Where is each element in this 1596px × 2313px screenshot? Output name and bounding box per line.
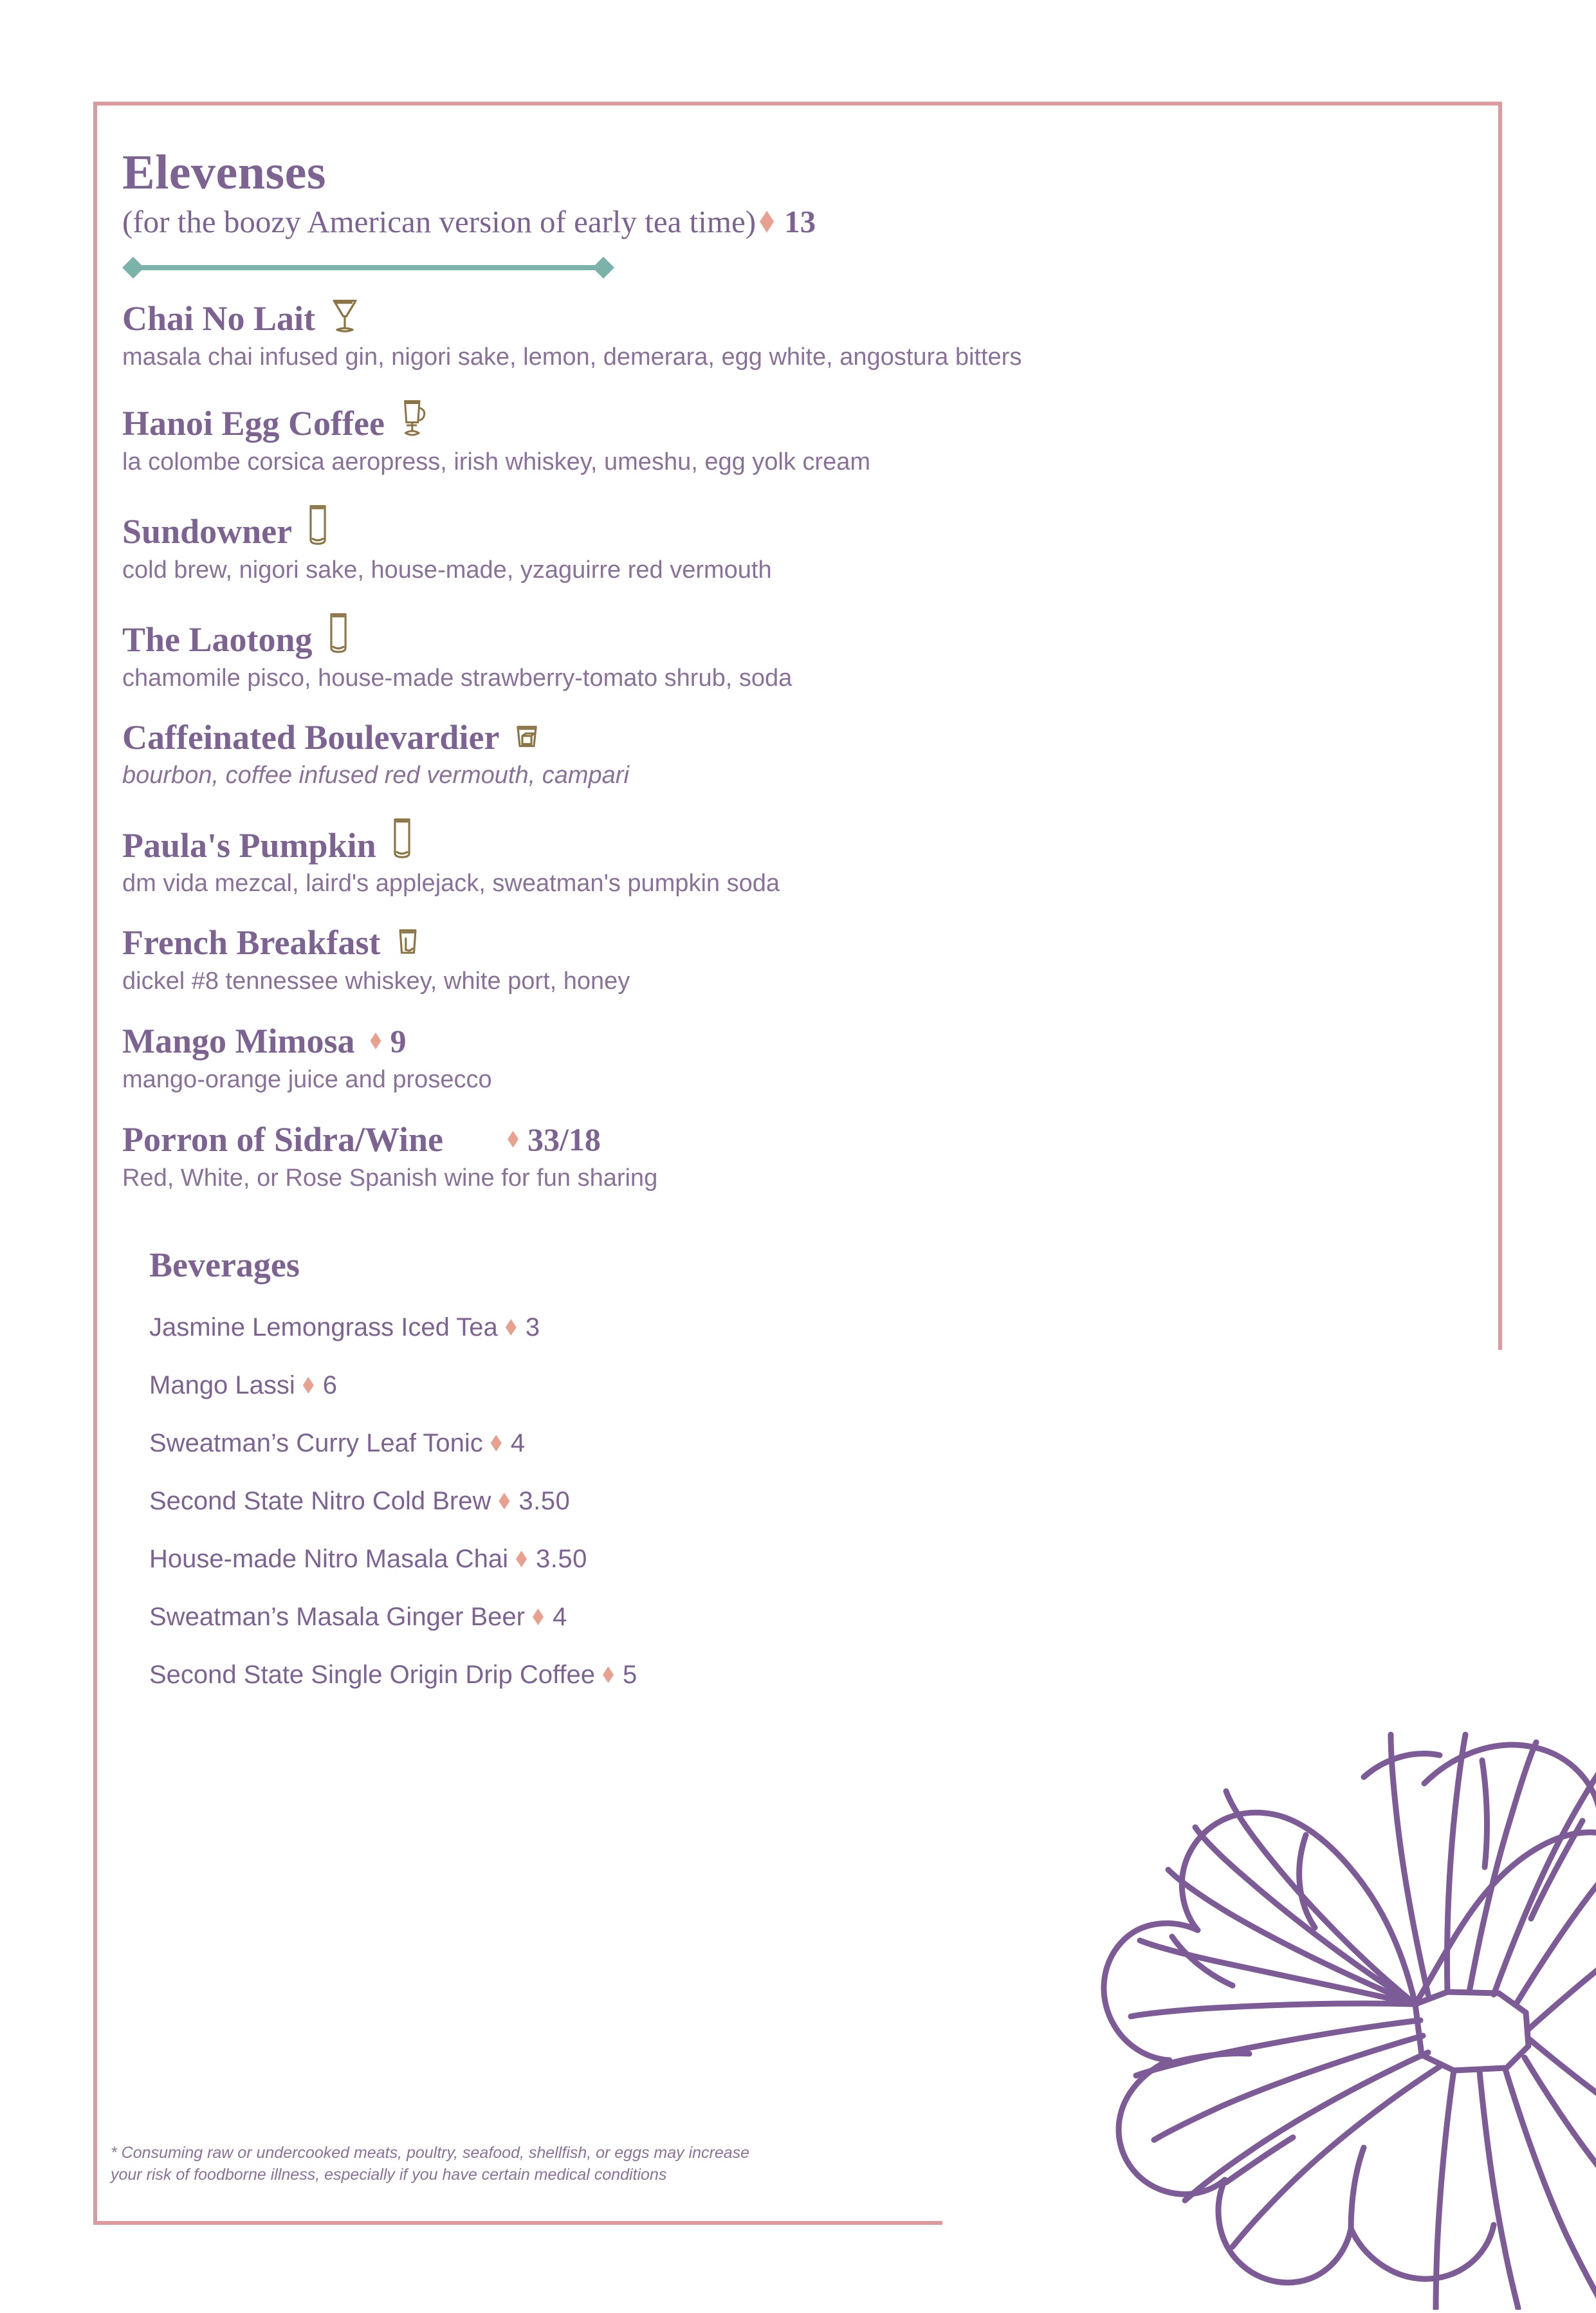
cocktail-heading-row	[122, 398, 1486, 442]
beverage-name: Jasmine Lemongrass Iced Tea	[149, 1313, 498, 1341]
allergen-disclaimer	[111, 2143, 953, 2186]
cocktail-heading-row	[122, 297, 1486, 337]
cocktail-item	[122, 1121, 1486, 1195]
collins-glass-icon	[328, 611, 349, 658]
cocktail-heading-row	[122, 719, 1486, 756]
cocktail-heading-row	[122, 1121, 1486, 1158]
collins-glass-icon	[392, 816, 412, 863]
cocktail-item	[122, 503, 1486, 587]
beverage-name: House-made Nitro Masala Chai	[149, 1544, 509, 1573]
cocktail-name: Hanoi Egg Coffee	[122, 404, 385, 443]
cocktail-heading-row	[122, 503, 1486, 550]
menu-sheet	[122, 145, 1486, 1719]
cocktail-description: mango-orange juice and prosecco	[122, 1065, 492, 1093]
diamond-icon	[370, 1033, 381, 1049]
beverage-price: 3.50	[536, 1544, 587, 1573]
beverage-price: 5	[623, 1660, 637, 1689]
diamond-icon	[303, 1377, 314, 1394]
diamond-icon	[533, 1608, 544, 1625]
cocktail-item	[122, 1022, 1486, 1096]
cocktail-name: Sundowner	[122, 512, 293, 551]
beverage-name: Second State Nitro Cold Brew	[149, 1486, 491, 1515]
beverage-row	[149, 1603, 1486, 1632]
beverage-price: 6	[322, 1370, 338, 1399]
cocktail-heading-row	[122, 611, 1486, 658]
coupe-glass-icon	[331, 297, 359, 337]
cocktail-description: bourbon, coffee infused red vermouth, campari	[122, 762, 629, 789]
masthead-subtitle: (for the boozy American version of early tea time)	[122, 204, 757, 239]
diamond-icon	[499, 1493, 509, 1509]
poppy-flower-line-art-icon	[1004, 1628, 1596, 2310]
cocktail-description: la colombe corsica aeropress, irish whiskey, umeshu, egg yolk cream	[122, 448, 870, 475]
masthead-subtitle-row	[122, 206, 1486, 237]
beverages-title: Beverages	[149, 1245, 300, 1284]
beverage-row	[149, 1371, 1486, 1400]
page-border-top	[93, 102, 1502, 106]
cocktail-description: dm vida mezcal, laird's applejack, sweatman's pumpkin soda	[122, 870, 780, 898]
collins-glass-icon	[307, 503, 328, 550]
cocktail-item	[122, 925, 1486, 998]
cocktail-description: chamomile pisco, house-made strawberry-tomato shrub, soda	[122, 664, 793, 692]
diamond-icon	[760, 211, 774, 233]
beverage-price: 3.50	[518, 1486, 571, 1515]
cocktail-description: masala chai infused gin, nigori sake, lemon, demerara, egg white, angostura bitters	[122, 344, 1022, 371]
beverage-row	[149, 1313, 1486, 1342]
beverage-name: Second State Single Origin Drip Coffee	[149, 1660, 595, 1689]
cocktail-price: 9	[390, 1022, 407, 1059]
teal-diamond-rule-icon	[122, 257, 614, 279]
beverage-price: 4	[552, 1602, 567, 1631]
cocktail-name: Porron of Sidra/Wine	[122, 1120, 444, 1159]
allergen-disclaimer-line-1: * Consuming raw or undercooked meats, poultry, seafood, shellfish, or eggs may increase	[111, 2144, 750, 2162]
cocktail-price-group	[508, 1121, 601, 1158]
beverage-row	[149, 1545, 1486, 1574]
page-border-left	[93, 102, 97, 2225]
cocktail-name: Caffeinated Boulevardier	[122, 717, 500, 757]
cocktail-name: Chai No Lait	[122, 299, 316, 338]
cocktail-item	[122, 719, 1486, 793]
cocktail-name: The Laotong	[122, 620, 313, 659]
beverage-name: Sweatman’s Curry Leaf Tonic	[149, 1428, 483, 1457]
cocktail-description: Red, White, or Rose Spanish wine for fun sharing	[122, 1164, 658, 1192]
diamond-icon	[603, 1666, 614, 1683]
page-border-right	[1498, 102, 1502, 1350]
masthead	[122, 145, 1486, 239]
cocktail-name: French Breakfast	[122, 923, 381, 963]
allergen-disclaimer-line-2: your risk of foodborne illness, especially if you have certain medical conditions	[111, 2165, 667, 2184]
page-border-bottom	[93, 2221, 942, 2225]
diamond-icon	[516, 1551, 527, 1567]
cocktail-description: dickel #8 tennessee whiskey, white port, honey	[122, 967, 630, 995]
beverage-price: 3	[525, 1313, 540, 1341]
diamond-icon	[508, 1131, 518, 1148]
diamond-icon	[506, 1319, 517, 1336]
cocktail-price-group	[370, 1022, 406, 1060]
beverage-name: Mango Lassi	[149, 1370, 295, 1399]
cocktail-name: Mango Mimosa	[122, 1022, 355, 1061]
irish-coffee-glass-icon	[400, 398, 427, 442]
page-title: Elevenses	[122, 145, 326, 199]
cocktail-heading-row	[122, 925, 1486, 961]
diamond-icon	[491, 1435, 502, 1451]
cocktail-description: cold brew, nigori sake, house-made, yzaguirre red vermouth	[122, 556, 772, 584]
beverage-row	[149, 1661, 1486, 1690]
masthead-price: 13	[784, 204, 816, 239]
rocks-glass-icon	[396, 927, 420, 961]
cocktail-item	[122, 297, 1486, 374]
cocktail-item	[122, 816, 1486, 900]
cocktail-item	[122, 398, 1486, 479]
cocktail-heading-row	[122, 816, 1486, 863]
beverages-section	[149, 1245, 1486, 1690]
cocktail-heading-row	[122, 1022, 1486, 1060]
cocktail-price: 33/18	[527, 1121, 601, 1157]
beverage-row	[149, 1429, 1486, 1458]
cocktail-name: Paula's Pumpkin	[122, 825, 376, 865]
beverage-name: Sweatman’s Masala Ginger Beer	[149, 1602, 525, 1631]
cocktail-item	[122, 611, 1486, 695]
beverage-price: 4	[510, 1428, 526, 1457]
rocks-glass-icon	[515, 724, 539, 755]
beverage-row	[149, 1487, 1486, 1516]
